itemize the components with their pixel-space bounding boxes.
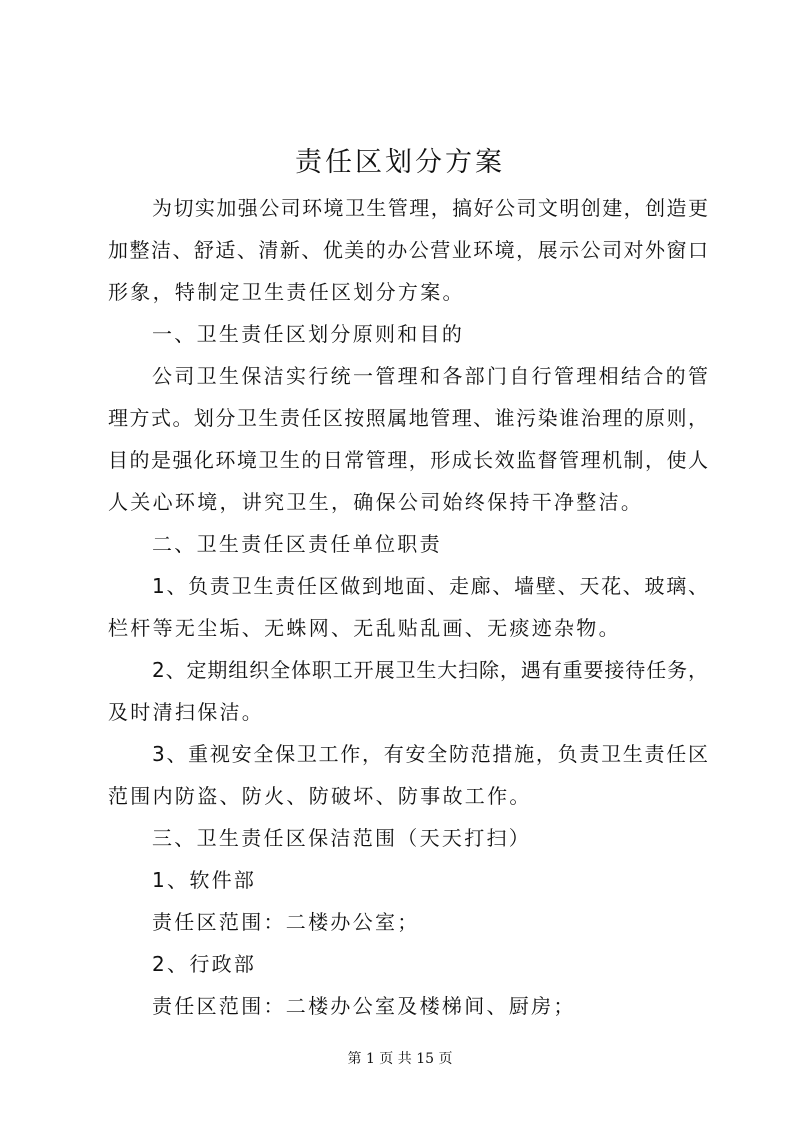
section-heading: 二、卫生责任区责任单位职责: [152, 532, 442, 556]
body-line: 为切实加强公司环境卫生管理，搞好公司文明创建，创造更: [152, 196, 708, 220]
body-line: 3、重视安全保卫工作，有安全防范措施，负责卫生责任区: [152, 742, 708, 766]
body-line: 栏杆等无尘垢、无蛛网、无乱贴乱画、无痰迹杂物。: [108, 616, 621, 640]
body-line: 1、软件部: [152, 868, 257, 892]
body-line: 目的是强化环境卫生的日常管理，形成长效监督管理机制，使人: [108, 448, 708, 472]
section-heading: 三、卫生责任区保洁范围（天天打扫）: [152, 826, 532, 850]
body-line: 及时清扫保洁。: [108, 700, 265, 724]
section-heading: 一、卫生责任区划分原则和目的: [152, 322, 465, 346]
body-line: 形象，特制定卫生责任区划分方案。: [108, 280, 465, 304]
body-line: 1、负责卫生责任区做到地面、走廊、墙壁、天花、玻璃、: [152, 574, 708, 598]
body-line: 人关心环境，讲究卫生，确保公司始终保持干净整洁。: [108, 490, 644, 514]
body-line: 2、行政部: [152, 952, 257, 976]
body-line: 理方式。划分卫生责任区按照属地管理、谁污染谁治理的原则，: [108, 406, 708, 430]
body-line: 责任区范围：二楼办公室；: [152, 910, 420, 934]
page-footer: 第 1 页 共 15 页: [347, 1051, 453, 1067]
body-line: 范围内防盗、防火、防破坏、防事故工作。: [108, 784, 532, 808]
body-line: 公司卫生保洁实行统一管理和各部门自行管理相结合的管: [152, 364, 708, 388]
body-line: 2、定期组织全体职工开展卫生大扫除，遇有重要接待任务，: [152, 658, 708, 682]
document-title: 责任区划分方案: [295, 147, 505, 178]
body-line: 加整洁、舒适、清新、优美的办公营业环境，展示公司对外窗口: [108, 238, 708, 262]
body-line: 责任区范围：二楼办公室及楼梯间、厨房；: [152, 994, 576, 1018]
